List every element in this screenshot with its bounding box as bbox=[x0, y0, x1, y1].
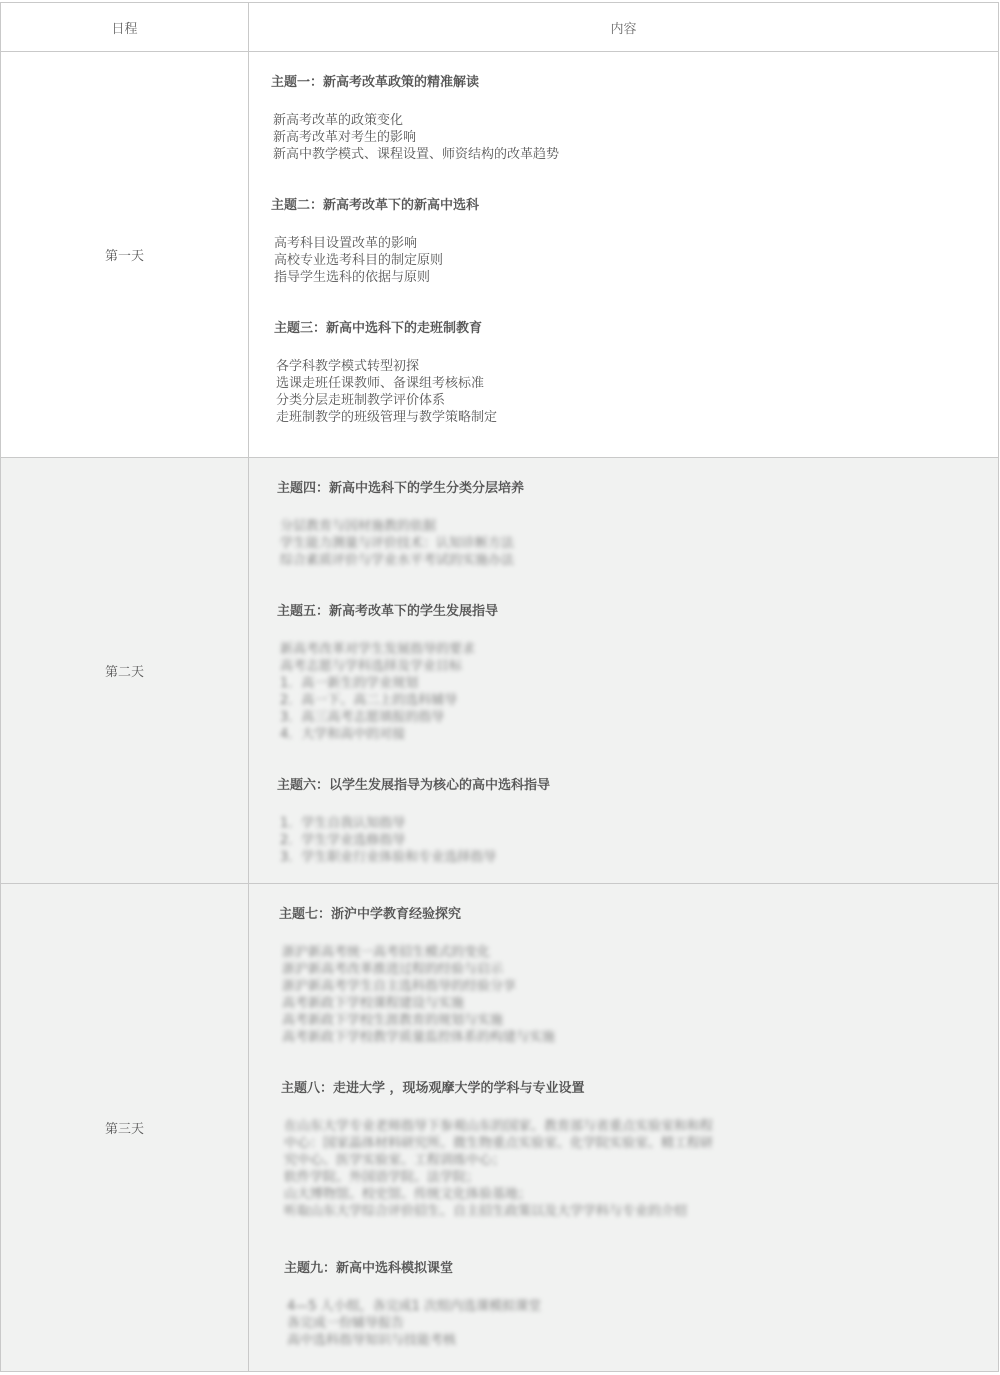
list-item: 在山东大学专业老师指导下参观山东的国家、教育部与省重点实验室和和程 bbox=[284, 1119, 714, 1134]
header-day: 日程 bbox=[1, 3, 249, 52]
list-item: 高考志愿与学科选择及学业目标 bbox=[280, 659, 463, 674]
day-label: 第三天 bbox=[1, 884, 249, 1372]
topic-title: 主题四：新高中选科下的学生分类分层培养 bbox=[277, 481, 525, 496]
table-row bbox=[1, 52, 999, 458]
table-header-row bbox=[1, 3, 999, 52]
topic-items bbox=[284, 1118, 998, 1220]
day-content bbox=[249, 884, 999, 1372]
topic-block bbox=[277, 603, 998, 743]
topic-block bbox=[277, 480, 998, 569]
topic-items bbox=[280, 641, 998, 743]
topic-items bbox=[273, 112, 998, 163]
topic-block bbox=[281, 1080, 998, 1220]
list-item: 听取山东大学综合评价招生、自主招生政策以及大学学科与专业的介绍 bbox=[284, 1204, 688, 1219]
list-item: 软件学院、外国语学院、法学院； bbox=[284, 1170, 480, 1185]
topic-items bbox=[280, 815, 998, 866]
topic-title: 主题二：新高考改革下的新高中选科 bbox=[271, 198, 480, 213]
list-item: 1．高一新生的学业规划 bbox=[280, 676, 419, 691]
list-item: 高考科目设置改革的影响 bbox=[274, 236, 418, 251]
list-item: 新高考改革的政策变化 bbox=[273, 113, 404, 128]
list-item: 新高考改革对考生的影响 bbox=[273, 130, 417, 145]
list-item: 浙沪新高考改革推进过程的经验与启示 bbox=[282, 962, 504, 977]
schedule-table bbox=[0, 2, 999, 1372]
list-item: 各学科教学模式转型初探 bbox=[276, 359, 420, 374]
topic-items bbox=[274, 235, 998, 286]
list-item: 4．大学和高中的对接 bbox=[280, 727, 406, 742]
topic-items bbox=[287, 1298, 998, 1349]
topic-block bbox=[271, 197, 998, 286]
list-item: 分类分层走班制教学评价体系 bbox=[276, 393, 446, 408]
list-item: 究中心、医学实验室、工程训练中心； bbox=[284, 1153, 506, 1168]
list-item: 浙沪新高考统一高考招生模式的变化 bbox=[282, 945, 491, 960]
list-item: 选课走班任课教师、备课组考核标准 bbox=[276, 376, 485, 391]
list-item: 高考新政下学校教学质量监控体系的构建与实施 bbox=[282, 1030, 556, 1045]
list-item: 山大博物馆、校史馆、传统文化体验基地； bbox=[284, 1187, 532, 1202]
list-item: 4—5 人小组，各完成1 次组内选课模拟课堂 bbox=[287, 1299, 542, 1314]
list-item: 浙沪新高考学生自主选科指导的经验分享 bbox=[282, 979, 517, 994]
topic-items bbox=[276, 358, 998, 426]
day-content bbox=[249, 52, 999, 458]
topic-title: 主题七：浙沪中学教育经验探究 bbox=[279, 907, 462, 922]
list-item: 中心：国家晶体材料研究所、微生物重点实验室、化学院实验室、精工程研 bbox=[284, 1136, 714, 1151]
list-item: 指导学生选科的依据与原则 bbox=[274, 270, 431, 285]
list-item: 各完成一份辅导报告 bbox=[287, 1316, 405, 1331]
table-row bbox=[1, 884, 999, 1372]
list-item: 新高考改革对学生发展指导的要求 bbox=[280, 642, 476, 657]
topic-block bbox=[271, 74, 998, 163]
topic-block bbox=[284, 1260, 998, 1349]
list-item: 2．高一下、高二上的选科辅导 bbox=[280, 693, 458, 708]
list-item: 新高中教学模式、课程设置、师资结构的改革趋势 bbox=[273, 147, 560, 162]
table-row bbox=[1, 458, 999, 884]
topic-title: 主题一：新高考改革政策的精准解读 bbox=[271, 75, 480, 90]
list-item: 3．高三高考志愿填报的指导 bbox=[280, 710, 445, 725]
list-item: 走班制教学的班级管理与教学策略制定 bbox=[276, 410, 498, 425]
topic-block bbox=[274, 320, 998, 426]
topic-items bbox=[282, 944, 998, 1046]
day-label: 第二天 bbox=[1, 458, 249, 884]
list-item: 1．学生自我认知指导 bbox=[280, 816, 406, 831]
topic-items bbox=[280, 518, 998, 569]
topic-title: 主题五：新高考改革下的学生发展指导 bbox=[277, 604, 499, 619]
day-label: 第一天 bbox=[1, 52, 249, 458]
list-item: 2．学生学业选修指导 bbox=[280, 833, 406, 848]
header-content: 内容 bbox=[249, 3, 999, 52]
list-item: 3．学生职业行业体验和专业选择指导 bbox=[280, 850, 497, 865]
topic-title: 主题九：新高中选科模拟课堂 bbox=[284, 1261, 454, 1276]
topic-title: 主题六：以学生发展指导为核心的高中选科指导 bbox=[277, 778, 551, 793]
topic-title: 主题八：走进大学 ，现场观摩大学的学科与专业设置 bbox=[281, 1081, 585, 1096]
topic-title: 主题三：新高中选科下的走班制教育 bbox=[274, 321, 483, 336]
topic-block bbox=[277, 777, 998, 866]
list-item: 综合素质评价与学业水平考试的实施办法 bbox=[280, 553, 515, 568]
list-item: 高中选科指导知识与技能考核 bbox=[287, 1333, 457, 1348]
list-item: 高考新政下学校课程建设与实施 bbox=[282, 996, 465, 1011]
day-content bbox=[249, 458, 999, 884]
list-item: 高校专业选考科目的制定原则 bbox=[274, 253, 444, 268]
list-item: 学生能力测量与评价技术：认知诊断方法 bbox=[280, 536, 515, 551]
list-item: 分层教育与因材施教的依据 bbox=[280, 519, 437, 534]
list-item: 高考新政下学校生涯教育的规划与实施 bbox=[282, 1013, 504, 1028]
topic-block bbox=[279, 906, 998, 1046]
